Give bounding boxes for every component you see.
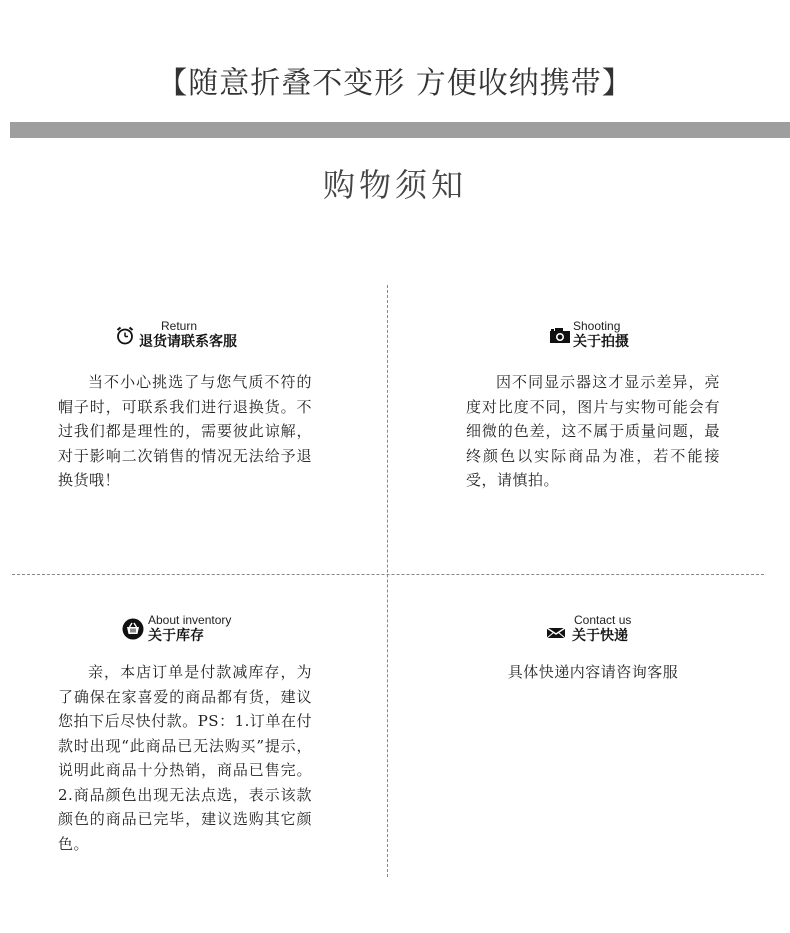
vertical-divider	[387, 285, 388, 877]
shooting-heading	[549, 320, 629, 350]
shooting-body: 因不同显示器这才显示差异，亮度对比度不同，图片与实物可能会有细微的色差，这不属于质量问题，最终颜色以实际商品为准，若不能接受，请慎拍。	[466, 373, 720, 489]
contact-en-label: Contact us	[574, 613, 632, 627]
return-en-label: Return	[161, 319, 198, 333]
inventory-en-label: About inventory	[148, 613, 232, 627]
contact-heading	[546, 614, 631, 644]
shooting-en-label: Shooting	[573, 319, 621, 333]
return-zh-label: 退货请联系客服	[139, 333, 237, 350]
inventory-heading	[122, 614, 231, 644]
page-title: 购物须知	[322, 166, 467, 204]
return-body: 当不小心挑选了与您气质不符的帽子时，可联系我们进行退换货。不过我们都是理性的，需要彼此谅解，对于影响二次销售的情况无法给予退换货哦！	[58, 373, 312, 489]
horizontal-divider	[12, 574, 764, 575]
camera-icon	[549, 325, 569, 345]
alarm-clock-icon	[115, 325, 135, 345]
shooting-zh-label: 关于拍摄	[573, 333, 629, 350]
divider-bar	[10, 122, 790, 138]
slogan-banner: 【随意折叠不变形 方便收纳携带】	[157, 66, 633, 101]
inventory-zh-label: 关于库存	[148, 627, 204, 644]
contact-zh-label: 关于快递	[572, 627, 628, 644]
contact-body: 具体快递内容请咨询客服	[507, 663, 679, 681]
envelope-icon	[546, 619, 568, 639]
inventory-body: 亲，本店订单是付款减库存，为了确保在家喜爱的商品都有货，建议您拍下后尽快付款。PS：1.订单在付款时出现“此商品已无法购买”提示，说明此商品十分热销，商品已售完。2.商品颜色出现无法点选，表示该款颜色的商品已完毕，建议选购其它颜色。	[58, 663, 312, 853]
return-heading	[115, 320, 237, 350]
basket-icon	[122, 618, 144, 640]
